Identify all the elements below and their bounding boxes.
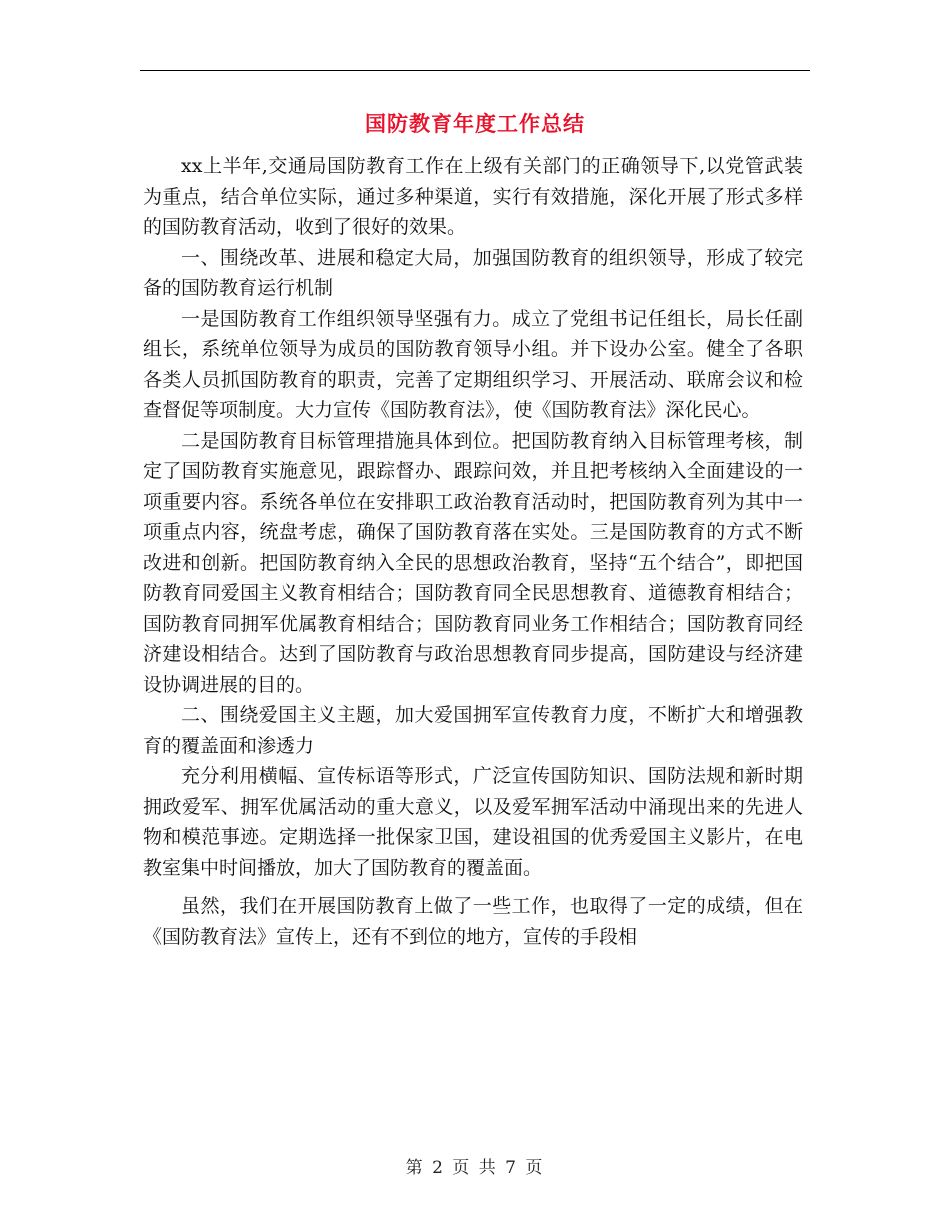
section-heading-2: 二、围绕爱国主义主题，加大爱国拥军宣传教育力度，不断扩大和增强教育的覆盖面和渗透力 — [143, 704, 803, 757]
header-rule — [140, 70, 810, 71]
page-number-footer: 第 2 页 共 7 页 — [405, 1158, 545, 1178]
document-body — [143, 151, 803, 952]
paragraph-management: 二是国防教育目标管理措施具体到位。把国防教育纳入目标管理考核，制定了国防教育实施意见，跟踪督办、跟踪问效，并且把考核纳入全面建设的一项重要内容。系统各单位在安排职工政治教育活动时，把国防教育列为其中一项重点内容，统盘考虑，确保了国防教育落在实处。三是国防教育的方式不断改进和创新。把国防教育纳入全民的思想政治教育，坚持“五个结合”，即把国防教育同爱国主义教育相结合；国防教育同全民思想教育、道德教育相结合；国防教育同拥军优属教育相结合；国防教育同业务工作相结合；国防教育同经济建设相结合。达到了国防教育与政治思想教育同步提高，国防建设与经济建设协调进展的目的。 — [143, 429, 803, 696]
paragraph-publicity: 充分利用横幅、宣传标语等形式，广泛宣传国防知识、国防法规和新时期拥政爱军、拥军优属活动的重大意义，以及爱军拥军活动中涌现出来的先进人物和模范事迹。定期选择一批保家卫国，建设祖国的优秀爱国主义影片，在电教室集中时间播放，加大了国防教育的覆盖面。 — [143, 765, 803, 879]
paragraph-leadership: 一是国防教育工作组织领导坚强有力。成立了党组书记任组长，局长任副组长，系统单位领导为成员的国防教育领导小组。并下设办公室。健全了各职各类人员抓国防教育的职责，完善了定期组织学习、开展活动、联席会议和检查督促等项制度。大力宣传《国防教育法》，使《国防教育法》深化民心。 — [143, 307, 803, 421]
paragraph-shortcomings: 虽然，我们在开展国防教育上做了一些工作，也取得了一定的成绩，但在《国防教育法》宣传上，还有不到位的地方，宣传的手段相 — [143, 895, 803, 948]
section-heading-1: 一、围绕改革、进展和稳定大局，加强国防教育的组织领导，形成了较完备的国防教育运行机制 — [143, 246, 803, 299]
paragraph-intro: xx上半年,交通局国防教育工作在上级有关部门的正确领导下,以党管武装为重点，结合单位实际，通过多种渠道，实行有效措施，深化开展了形式多样的国防教育活动，收到了很好的效果。 — [143, 155, 803, 238]
document-title: 国防教育年度工作总结 — [365, 112, 585, 136]
